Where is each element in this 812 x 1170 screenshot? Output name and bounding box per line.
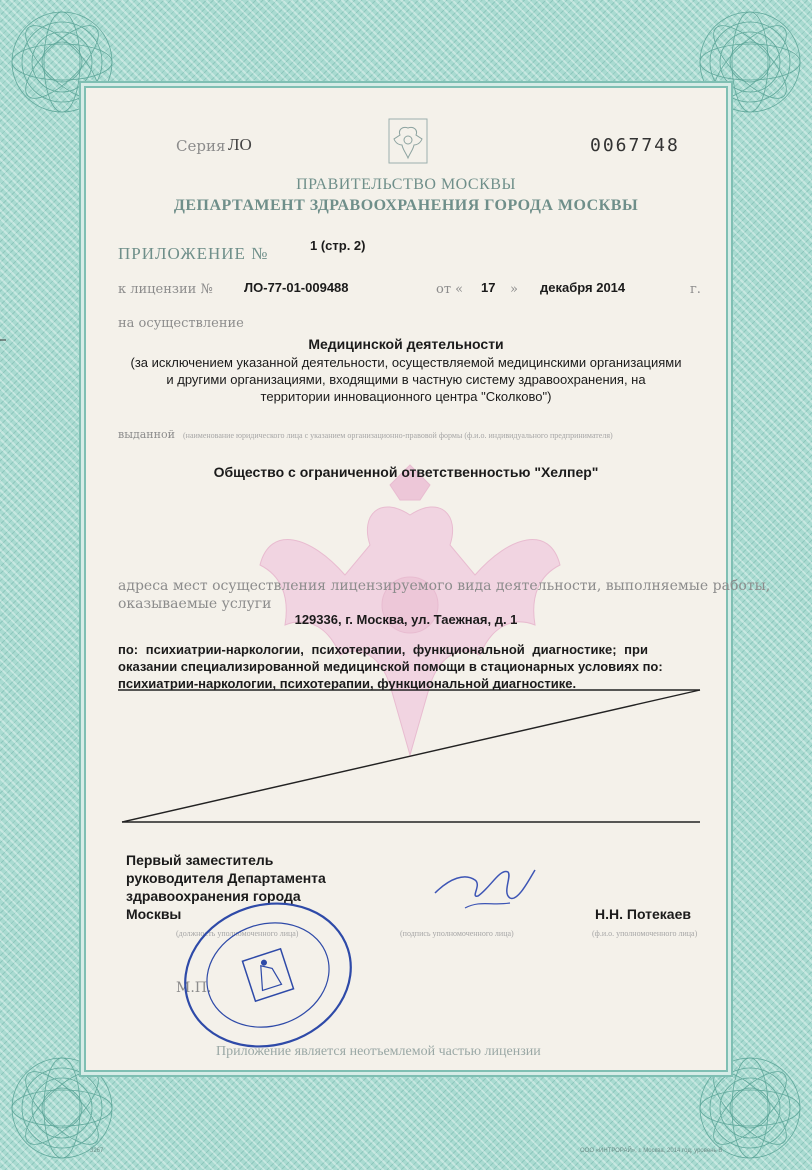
- series-label: Серия: [176, 137, 226, 155]
- signer-title-4: Москвы: [126, 906, 182, 922]
- footer-note: Приложение является неотъемлемой частью лицензии: [216, 1044, 541, 1059]
- caption-position: (должность уполномоченного лица): [176, 929, 299, 938]
- date-from-label: от «: [436, 282, 464, 297]
- seal-place-label: М.П.: [176, 980, 212, 996]
- appendix-value: 1 (стр. 2): [310, 238, 366, 253]
- round-stamp: [178, 900, 358, 1050]
- services-line-2: оказании специализированной медицинской помощи в стационарных условиях по:: [118, 659, 663, 674]
- caption-signature: (подпись уполномоченного лица): [400, 929, 514, 938]
- issued-caption: (наименование юридического лица с указанием организационно-правовой формы (ф.и.о. индивидуального предпринимателя): [183, 431, 613, 440]
- activity-note-3: территории инновационного центра "Сколково"): [260, 389, 552, 404]
- address-label-2: оказываемые услуги: [118, 596, 272, 612]
- address-value: 129336, г. Москва, ул. Таежная, д. 1: [294, 612, 518, 627]
- services-line-1: по: психиатрии-наркологии, психотерапии, функциональной диагностике; при: [118, 642, 648, 657]
- signer-name: Н.Н. Потекаев: [595, 906, 691, 922]
- license-label: к лицензии №: [118, 282, 213, 297]
- signer-title-2: руководителя Департамента: [126, 870, 326, 886]
- government-heading: ПРАВИТЕЛЬСТВО МОСКВЫ: [296, 176, 516, 193]
- address-label-1: адреса мест осуществления лицензируемого вида деятельности, выполняемые работы,: [118, 578, 771, 594]
- signer-title-3: здравоохранения города: [126, 888, 301, 904]
- activity-note-2: и другими организациями, входящими в частную систему здравоохранения, на: [166, 372, 646, 387]
- activity-title: Медицинской деятельности: [308, 336, 504, 352]
- series-value: ЛО: [228, 135, 252, 154]
- activity-note-1: (за исключением указанной деятельности, осуществляемой медицинскими организациями: [130, 355, 682, 370]
- caption-name: (ф.и.о. уполномоченного лица): [592, 929, 698, 938]
- company-name: Общество с ограниченной ответственностью "Хелпер": [213, 464, 599, 480]
- date-quote-close: »: [510, 282, 518, 297]
- issued-label: выданной: [118, 428, 175, 441]
- form-number: 0067748: [590, 135, 680, 156]
- signer-title-1: Первый заместитель: [126, 852, 274, 868]
- date-year-suffix: г.: [690, 282, 701, 297]
- handwritten-signature: [430, 858, 540, 918]
- print-code-right: ООО «ИНТРОРАЙ», г. Москва, 2014 год, уровень В: [580, 1148, 723, 1154]
- date-month-year: декабря 2014: [540, 280, 626, 295]
- appendix-label: ПРИЛОЖЕНИЕ №: [118, 244, 269, 263]
- services-line-3: психиатрии-наркологии, психотерапии, функциональной диагностике.: [118, 676, 577, 691]
- print-code-left: 3267: [90, 1148, 104, 1154]
- activity-label: на осуществление: [118, 316, 244, 331]
- license-number: ЛО-77-01-009488: [244, 280, 349, 295]
- date-day: 17: [481, 280, 496, 295]
- department-heading: ДЕПАРТАМЕНТ ЗДРАВООХРАНЕНИЯ ГОРОДА МОСКВЫ: [173, 197, 639, 214]
